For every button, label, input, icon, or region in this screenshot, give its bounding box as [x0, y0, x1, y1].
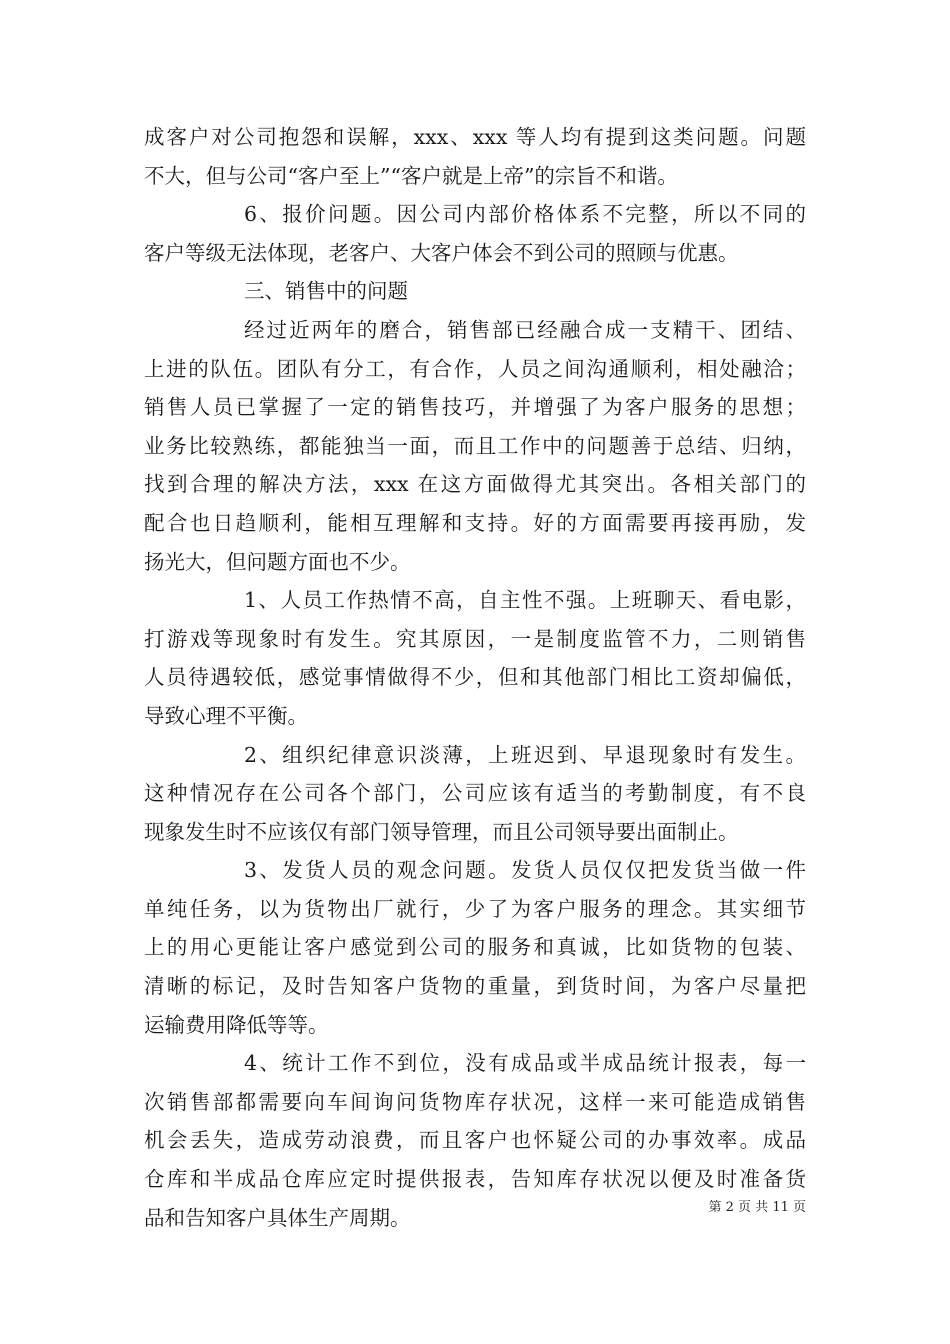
text-line: 人员待遇较低，感觉事情做得不少，但和其他部门相比工资却偏低， — [144, 665, 806, 690]
text-line: 找到合理的解决方法，xxx 在这方面做得尤其突出。各相关部门的 — [144, 472, 806, 497]
text-line: 经过近两年的磨合，销售部已经融合成一支精干、团结、 — [244, 317, 806, 342]
text-line: 单纯任务，以为货物出厂就行，少了为客户服务的理念。其实细节 — [144, 896, 806, 921]
text-line: 仓库和半成品仓库应定时提供报表，告知库存状况以便及时准备货 — [144, 1167, 806, 1192]
text-line: 业务比较熟练，都能独当一面，而且工作中的问题善于总结、归纳， — [144, 433, 806, 458]
text-line: 次销售部都需要向车间询问货物库存状况，这样一来可能造成销售 — [144, 1089, 806, 1114]
text-line: 2、组织纪律意识淡薄，上班迟到、早退现象时有发生。 — [244, 742, 806, 767]
text-line: 三、销售中的问题 — [244, 279, 408, 304]
text-line: 现象发生时不应该仅有部门领导管理，而且公司领导要出面制止。 — [144, 819, 739, 844]
text-line: 客户等级无法体现，老客户、大客户体会不到公司的照顾与优惠。 — [144, 240, 739, 265]
text-line: 打游戏等现象时有发生。究其原因，一是制度监管不力，二则销售 — [144, 626, 806, 651]
text-line: 品和告知客户具体生产周期。 — [144, 1205, 411, 1230]
text-line: 这种情况存在公司各个部门，公司应该有适当的考勤制度，有不良 — [144, 781, 806, 806]
text-line: 销售人员已掌握了一定的销售技巧，并增强了为客户服务的思想； — [144, 395, 806, 420]
text-line: 清晰的标记，及时告知客户货物的重量，到货时间，为客户尽量把 — [144, 974, 806, 999]
text-line: 1、人员工作热情不高，自主性不强。上班聊天、看电影， — [244, 588, 806, 613]
text-line: 上的用心更能让客户感觉到公司的服务和真诚，比如货物的包装、 — [144, 935, 806, 960]
document-body — [144, 120, 806, 1235]
text-line: 不大，但与公司“客户至上”“客户就是上帝”的宗旨不和谐。 — [144, 163, 678, 188]
text-line: 运输费用降低等等。 — [144, 1012, 329, 1037]
text-line: 4、统计工作不到位，没有成品或半成品统计报表，每一 — [244, 1051, 806, 1076]
text-line: 配合也日趋顺利，能相互理解和支持。好的方面需要再接再励，发 — [144, 510, 806, 535]
text-line: 扬光大，但问题方面也不少。 — [144, 549, 411, 574]
text-line: 成客户对公司抱怨和误解，xxx、xxx 等人均有提到这类问题。问题 — [144, 125, 806, 149]
page-footer: 第 2 页 共 11 页 — [708, 1200, 806, 1215]
text-line: 机会丢失，造成劳动浪费，而且客户也怀疑公司的办事效率。成品 — [144, 1128, 806, 1153]
text-line: 导致心理不平衡。 — [144, 703, 308, 728]
text-line: 3、发货人员的观念问题。发货人员仅仅把发货当做一件 — [244, 858, 806, 883]
text-line: 6、报价问题。因公司内部价格体系不完整，所以不同的 — [244, 202, 806, 227]
text-line: 上进的队伍。团队有分工，有合作，人员之间沟通顺利，相处融洽； — [144, 356, 806, 381]
